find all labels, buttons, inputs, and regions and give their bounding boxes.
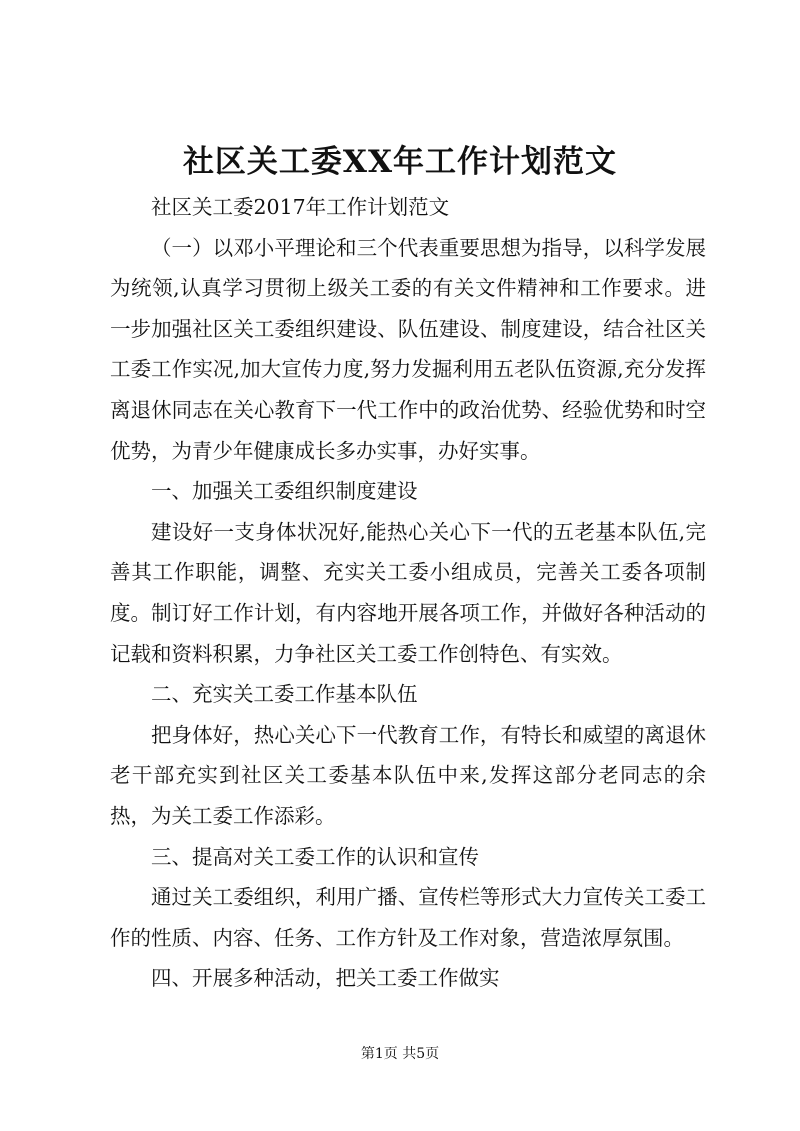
section-heading: 四、开展多种活动，把关工委工作做实 [151,966,500,991]
page-footer: 第1页 共5页 [360,1046,440,1062]
document-body [110,187,706,999]
body-paragraph: 把身体好，热心关心下一代教育工作，有特长和威望的离退休老干部充实到社区关工委基本队伍中来,发挥这部分老同志的余热，为关工委工作添彩。 [110,722,706,828]
body-paragraph: （一）以邓小平理论和三个代表重要思想为指导，以科学发展为统领,认真学习贯彻上级关工委的有关文件精神和工作要求。进一步加强社区关工委组织建设、队伍建设、制度建设，结合社区关工委工作实况,加大宣传力度,努力发掘利用五老队伍资源,充分发挥离退休同志在关心教育下一代工作中的政治优势、经验优势和时空优势，为青少年健康成长多办实事，办好实事。 [110,235,706,463]
section-heading: 三、提高对关工委工作的认识和宣传 [151,844,479,869]
subtitle-paragraph: 社区关工委2017年工作计划范文 [151,195,450,219]
document-title: 社区关工委XX年工作计划范文 [182,144,618,180]
body-paragraph: 通过关工委组织，利用广播、宣传栏等形式大力宣传关工委工作的性质、内容、任务、工作方针及工作对象，营造浓厚氛围。 [110,885,706,950]
section-heading: 一、加强关工委组织制度建设 [151,479,418,504]
body-paragraph: 建设好一支身体状况好,能热心关心下一代的五老基本队伍,完善其工作职能，调整、充实关工委小组成员，完善关工委各项制度。制订好工作计划，有内容地开展各项工作，并做好各种活动的记载和资料积累，力争社区关工委工作创特色、有实效。 [110,519,706,666]
section-heading: 二、充实关工委工作基本队伍 [151,682,418,707]
